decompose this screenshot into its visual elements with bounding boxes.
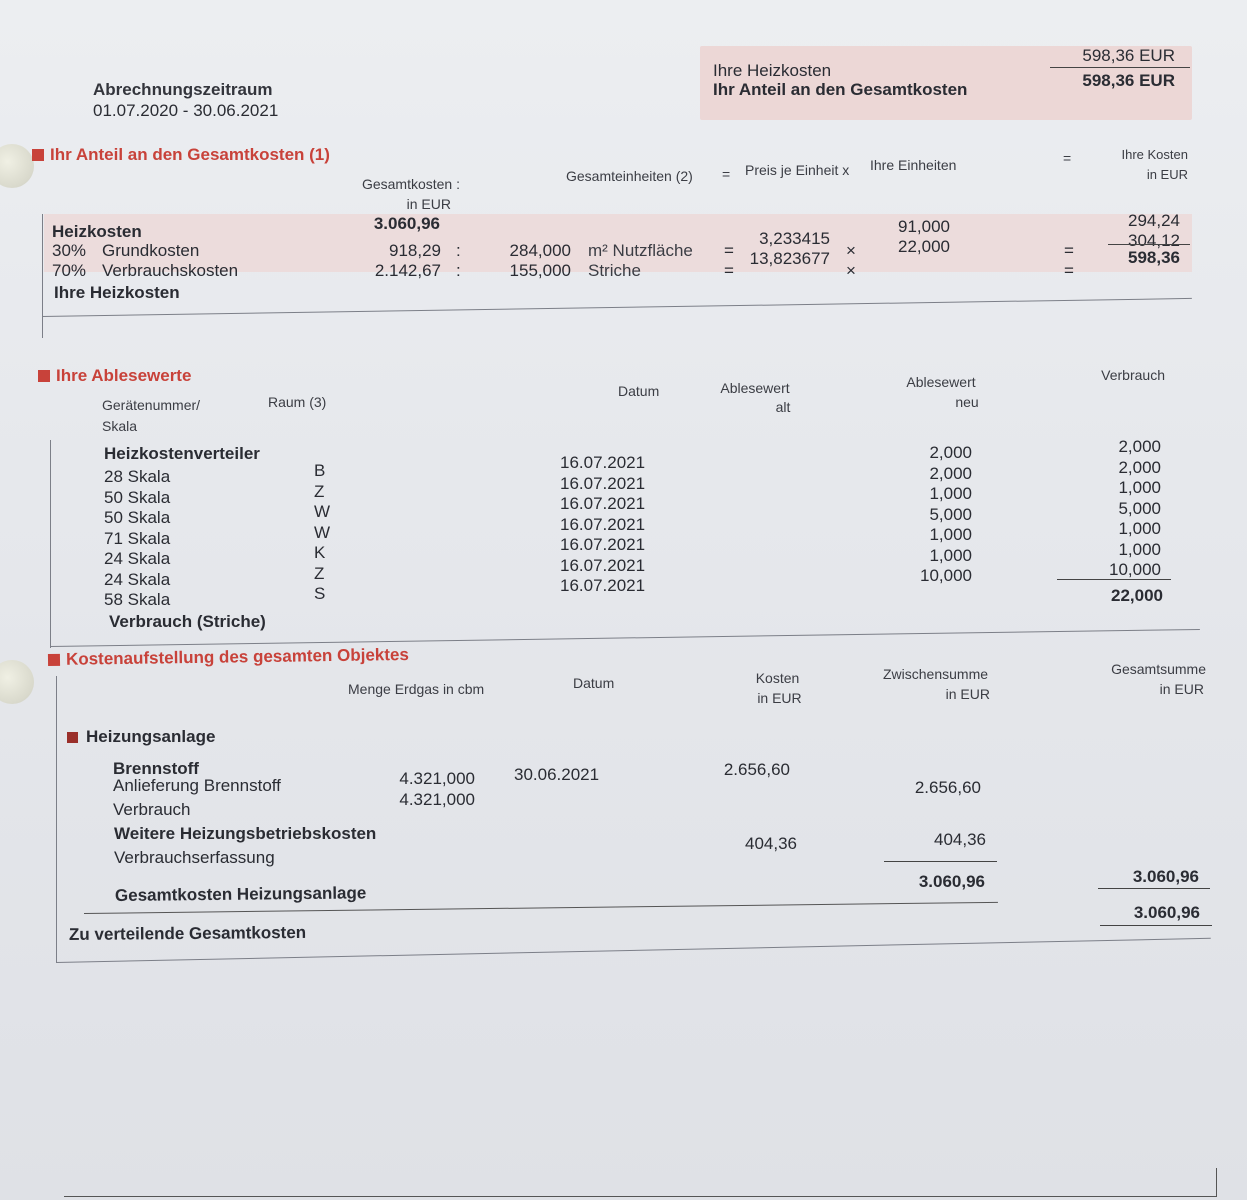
share-row-your-units: 22,000 xyxy=(898,237,950,256)
reading-row-room: K xyxy=(314,543,326,562)
reading-row-new: 1,000 xyxy=(929,545,972,565)
col-room: Raum (3) xyxy=(268,394,327,410)
section3-title-text: Kostenaufstellung des gesamten Objektes xyxy=(65,644,410,669)
consumption-qty: 4.321,000 xyxy=(399,790,475,809)
consumption-sum-line xyxy=(1057,579,1171,580)
reading-row-cons: 2,000 xyxy=(1118,437,1161,456)
reading-row-room: B xyxy=(314,461,326,480)
delivery-label: Anlieferung Brennstoff xyxy=(113,776,281,795)
metering-sub: 404,36 xyxy=(934,830,986,849)
reading-row-skala: 28 Skala xyxy=(104,467,171,486)
col-eq1: = xyxy=(722,166,731,182)
reading-row-room: W xyxy=(314,522,331,542)
cost-sum-line xyxy=(1108,244,1190,245)
reading-row-cons: 10,000 xyxy=(1109,560,1161,579)
heating-costs-label: Ihre Heizkosten xyxy=(713,61,832,80)
col-price: Preis je Einheit x xyxy=(745,162,850,178)
reading-row-room: Z xyxy=(314,481,325,501)
share-row-cost: 294,24 xyxy=(1128,211,1180,230)
share-row-eq: = xyxy=(724,241,734,260)
delivery-cost: 2.656,60 xyxy=(723,760,790,779)
reading-row-new: 1,000 xyxy=(929,484,972,503)
reading-row-new: 5,000 xyxy=(929,504,972,524)
reading-row-new: 10,000 xyxy=(920,566,972,585)
group-label: Heizkostenverteiler xyxy=(104,444,260,463)
section-marker-icon xyxy=(38,370,50,382)
reading-row-date: 16.07.2021 xyxy=(560,453,646,472)
consumption-label: Verbrauch xyxy=(113,800,191,819)
reading-row-skala: 58 Skala xyxy=(104,590,171,609)
reading-row-date: 16.07.2021 xyxy=(560,514,646,534)
reading-row-new: 2,000 xyxy=(929,443,972,462)
col-total3-2: in EUR xyxy=(1159,681,1204,697)
share-row-units: 284,000 xyxy=(509,241,571,260)
dist-total: 3.060,96 xyxy=(1133,903,1200,922)
consumption-total: 22,000 xyxy=(1111,586,1163,605)
col-qty: Menge Erdgas in cbm xyxy=(348,681,485,697)
next-section-frame-right xyxy=(1216,1168,1217,1196)
section2-title xyxy=(38,366,191,386)
other-costs-label: Weitere Heizungsbetriebskosten xyxy=(114,824,377,843)
period-value: 01.07.2020 - 30.06.2021 xyxy=(93,101,279,120)
col-your-cost-1: Ihre Kosten xyxy=(1121,147,1188,162)
share-label: Ihr Anteil an den Gesamtkosten xyxy=(713,80,968,99)
delivery-date: 30.06.2021 xyxy=(514,765,600,784)
col-your-units: Ihre Einheiten xyxy=(870,157,957,173)
share-row-label: Grundkosten xyxy=(102,241,200,260)
reading-row-room: W xyxy=(314,502,331,521)
next-section-frame-top xyxy=(64,1196,1217,1197)
reading-row-cons: 5,000 xyxy=(1118,498,1161,518)
section3-title xyxy=(48,645,409,670)
share-row-total: 918,29 xyxy=(389,241,441,260)
col-date3: Datum xyxy=(573,675,615,691)
plant-total: 3.060,96 xyxy=(1132,867,1199,886)
reading-row-cons: 1,000 xyxy=(1118,519,1161,538)
share-row-pct: 70% xyxy=(52,261,87,280)
fuel-label: Brennstoff xyxy=(113,759,199,778)
reading-row-room: S xyxy=(314,584,326,603)
punch-hole-bottom xyxy=(0,660,34,704)
col-total3-1: Gesamtsumme xyxy=(1111,661,1206,677)
col-date: Datum xyxy=(618,383,660,399)
share-row-x: × xyxy=(846,241,856,260)
punch-hole-top xyxy=(0,144,34,188)
header-sum-line xyxy=(1050,67,1190,68)
consumption-sub: 2.656,60 xyxy=(914,778,981,797)
col-sub-2: in EUR xyxy=(945,686,990,702)
share-row-unit: m² Nutzfläche xyxy=(588,241,693,260)
period-label: Abrechnungszeitraum xyxy=(93,80,273,99)
col-total-1: Gesamtkosten : xyxy=(361,176,460,192)
share-value: 598,36 EUR xyxy=(1082,71,1175,90)
share-row-units: 155,000 xyxy=(509,261,571,280)
col-device-2: Skala xyxy=(102,418,138,434)
col-cost-2: in EUR xyxy=(757,690,802,706)
plant-total-label: Gesamtkosten Heizungsanlage xyxy=(114,883,367,905)
col-sub-1: Zwischensumme xyxy=(882,666,989,682)
reading-row-date: 16.07.2021 xyxy=(560,576,646,595)
reading-row-skala: 24 Skala xyxy=(104,569,171,589)
reading-row-cons: 1,000 xyxy=(1118,539,1161,559)
consumption-total-label: Verbrauch (Striche) xyxy=(109,612,266,631)
col-device-1: Gerätenummer/ xyxy=(102,397,201,413)
section2-title-text: Ihre Ablesewerte xyxy=(56,366,192,385)
share-row-price: 3,233415 xyxy=(759,229,830,248)
col-new-2: neu xyxy=(955,394,979,410)
delivery-qty: 4.321,000 xyxy=(399,769,475,788)
col-old-1: Ablesewert xyxy=(720,380,790,396)
your-heat-label: Ihre Heizkosten xyxy=(54,283,180,302)
subsection-title xyxy=(67,727,215,747)
heat-label: Heizkosten xyxy=(52,222,142,241)
cost-sum: 598,36 xyxy=(1128,248,1180,267)
section-marker-icon xyxy=(32,149,44,161)
section1-title xyxy=(32,145,330,165)
col-consumption: Verbrauch xyxy=(1101,367,1165,383)
section-marker-icon xyxy=(48,654,60,666)
section2-frame-left xyxy=(50,440,51,648)
col-eq2: = xyxy=(1063,150,1072,166)
reading-row-room: Z xyxy=(314,563,325,583)
col-your-cost-2: in EUR xyxy=(1146,167,1188,182)
share-row-colon: : xyxy=(456,261,461,280)
total-top-line xyxy=(1098,888,1210,889)
share-row-colon: : xyxy=(456,241,461,260)
share-row-your-units: 91,000 xyxy=(898,217,950,236)
subsection-title-text: Heizungsanlage xyxy=(86,727,216,746)
sub-sum-line xyxy=(884,861,997,862)
heat-total: 3.060,96 xyxy=(373,214,440,233)
reading-row-date: 16.07.2021 xyxy=(560,535,646,554)
col-units: Gesamteinheiten (2) xyxy=(566,168,693,184)
reading-row-skala: 24 Skala xyxy=(104,549,171,568)
share-row-eq2: = xyxy=(1064,241,1074,260)
section1-frame-bottom xyxy=(42,298,1192,317)
reading-row-date: 16.07.2021 xyxy=(560,494,646,513)
share-row-unit: Striche xyxy=(588,261,641,280)
share-row-cost: 304,12 xyxy=(1128,231,1180,250)
share-row-eq2: = xyxy=(1064,261,1074,280)
section1-frame-left xyxy=(42,214,43,338)
share-row-total: 2.142,67 xyxy=(374,261,441,280)
metering-cost: 404,36 xyxy=(745,834,797,853)
col-new-1: Ablesewert xyxy=(906,374,976,390)
share-row-price: 13,823677 xyxy=(749,249,830,268)
metering-label: Verbrauchserfassung xyxy=(114,848,275,867)
share-row-pct: 30% xyxy=(52,241,87,260)
section1-title-text: Ihr Anteil an den Gesamtkosten (1) xyxy=(50,145,330,164)
reading-row-skala: 50 Skala xyxy=(104,508,171,527)
share-row-eq: = xyxy=(724,261,734,280)
reading-row-cons: 2,000 xyxy=(1118,457,1161,477)
section3-frame-left xyxy=(56,676,57,963)
reading-row-skala: 50 Skala xyxy=(104,487,171,507)
reading-row-skala: 71 Skala xyxy=(104,528,171,548)
col-total-2: in EUR xyxy=(406,196,451,212)
col-cost-1: Kosten xyxy=(755,670,800,686)
subsection-marker-icon xyxy=(67,732,78,743)
col-old-2: alt xyxy=(775,399,791,415)
reading-row-date: 16.07.2021 xyxy=(560,473,646,493)
reading-row-new: 1,000 xyxy=(929,525,972,544)
plant-sub: 3.060,96 xyxy=(918,872,985,891)
share-row-label: Verbrauchskosten xyxy=(102,261,239,280)
dist-label: Zu verteilende Gesamtkosten xyxy=(68,922,307,944)
share-row-x: × xyxy=(846,261,856,280)
reading-row-date: 16.07.2021 xyxy=(560,555,646,575)
dist-total-line xyxy=(1100,925,1212,926)
heating-costs-value: 598,36 EUR xyxy=(1082,46,1175,65)
reading-row-new: 2,000 xyxy=(929,463,972,483)
reading-row-cons: 1,000 xyxy=(1118,478,1161,497)
